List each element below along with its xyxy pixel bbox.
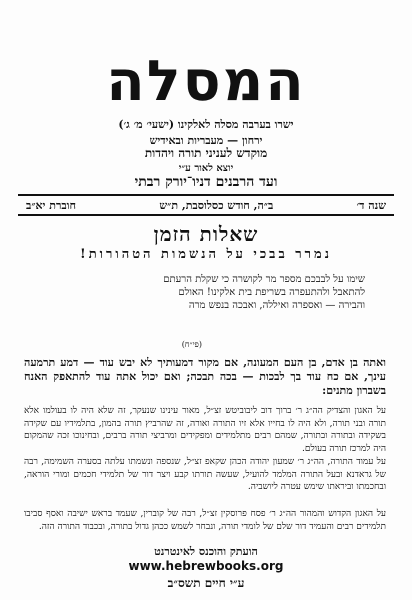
scan-credit-line: הועתק והוכנס לאינטרנט bbox=[154, 545, 258, 558]
masthead-verse: ישרו בערבה מסלה לאלקינו (ישעי׳ מ׳ ג׳) bbox=[118, 118, 294, 131]
publisher-name: ועד הרבנים דניו־יורק רבתי bbox=[134, 174, 278, 190]
body-paragraph: על האגון והצדיק הה״ג ר׳ ברוך דוב ליבוביטש זצ״ל, מאור עינינו שנעקר, זה שלא היה לו בעולמו אלא תורה ובני תורה, ולא היה לו בחייו אלא זיו התורה ואורה, זה שהרביץ תורה בהמון, בתלמידיו עם שקידה בשקידה ובתורה ובתורה, שמהם רבים מתלמידים ומפקידים ומרביצי תורה ברבים, ובחינוכו זכה שהמקום היה למרכז תורה בעולם. bbox=[24, 406, 386, 454]
journal-dedication: מוקדש לעניני תורה ויהדות bbox=[144, 146, 268, 160]
publisher-label: יוצא לאור ע״י bbox=[178, 163, 234, 174]
scan-credit-signature: ע״י חיים תשס״ב bbox=[167, 576, 245, 590]
body-paragraph: על האגון הקדוש והמהור הה״ג ר׳ פסח פרוסקין זצ״ל, רבה של קוברין, שעמד בראש ישיבה ואסף סביבו תלמידים רבים והעמיד דור שלם של לומדי תורה, ונבחר לשמש ככהן גדול בתורה, ובכבוד התורה הזה. bbox=[24, 509, 386, 532]
header-rule-bottom bbox=[18, 214, 394, 216]
issue-year: שנה ד׳ bbox=[356, 199, 386, 212]
body-paragraph: על עמוד התורה, הה״ג ר׳ שמעון יהודה הכהן שקאפ זצ״ל, שנספה ונשמתו עלתה בסערה השמימה, רבה של גראדנא ובעל התורה המלמד להועיל, שעשה תורתו קבע ויצר דור של תלמידי חכמים ומורי הוראה, ובחכמתו וביראתו שימש עטרה ליושביה. bbox=[24, 457, 386, 492]
issue-date: ב״ה, חודש כסלוסבת, ת״ש bbox=[159, 199, 274, 212]
journal-description: ירחון — מעבריות ובאידיש bbox=[149, 134, 263, 147]
issue-info-row bbox=[26, 199, 386, 212]
epigraph-quote: שימו על לבבכם מספר מר לקושרה כי שקלת הרעתם להתאבל ולהתעפרה בשריפת בית אלקינו! האולם והבירה — ואספרה ואיללה, ואבכה בנפש מרה bbox=[163, 274, 365, 311]
journal-title: המסלה bbox=[106, 49, 306, 114]
section-title: שאלות הזמן bbox=[153, 222, 259, 246]
article-headline: נמרר בבכי על הנשמות הטהורות! bbox=[80, 247, 332, 262]
lead-paragraph: ואתה בן אדם, בן העם המעונה, אם מקור דמעותיך לא יבש עוד — דמע תרמעה עינך, אם כח עוד בך לבכות — בכה תבכה; ואם יכול אתה עוד להתאפק האנח בשברון מתנים: bbox=[24, 356, 386, 397]
issue-number: חוברת יא״ב bbox=[26, 199, 77, 212]
epigraph-source: (פי״ח) bbox=[181, 340, 202, 349]
header-rule-top bbox=[18, 194, 394, 196]
scan-credit-url[interactable]: www.hebrewbooks.org bbox=[128, 559, 284, 573]
